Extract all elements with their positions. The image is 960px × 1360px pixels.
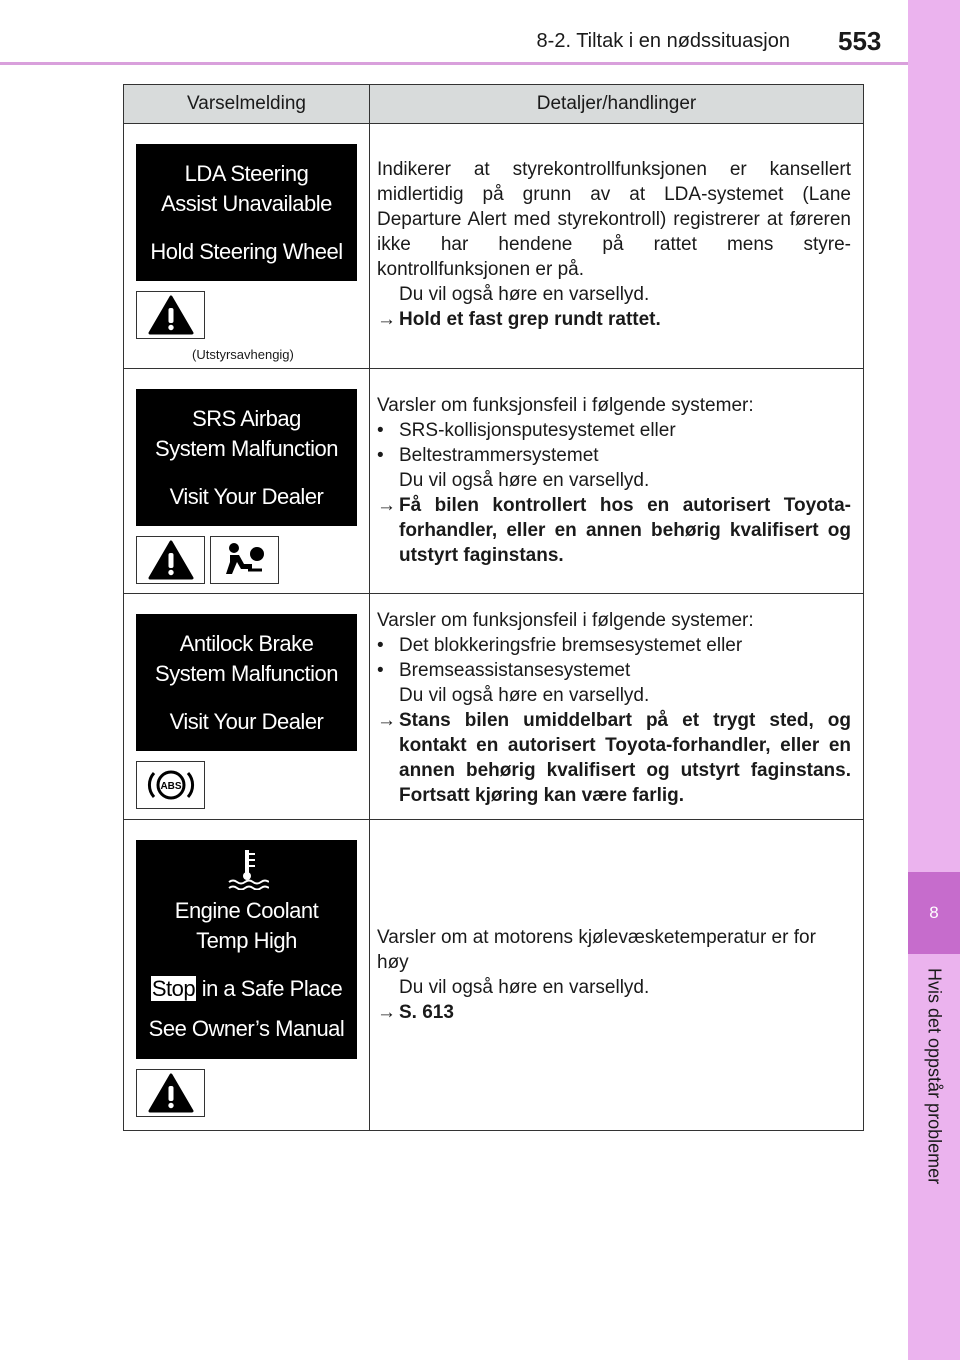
details-cell (370, 820, 864, 1131)
chapter-number: 8 (908, 872, 960, 954)
details-intro: Varsler om funksjonsfeil i følgende systemer: (377, 610, 754, 631)
details-intro: Varsler om funksjonsfeil i følgende systemer: (377, 395, 754, 416)
page-number: 553 (838, 26, 882, 56)
display-screen-lda (136, 144, 357, 281)
header-divider (0, 62, 908, 65)
airbag-icon (210, 536, 279, 584)
abs-icon-label: ABS (159, 781, 182, 792)
message-cell (124, 369, 370, 594)
table-row (124, 820, 864, 1131)
chapter-title: Hvis det oppstår problemer (924, 968, 945, 1185)
screen-line: Hold Steering Wheel (150, 238, 343, 264)
screen-line: Visit Your Dealer (169, 708, 324, 734)
screen-line: Engine Coolant (174, 898, 319, 923)
details-cell (370, 124, 864, 369)
table-header-row (124, 85, 864, 124)
action-instruction: → Stans bilen umiddelbart på et trygt sted, og kontakt en autorisert Toyota-forhandler, eller en annen behørig kvalifisert og utstyrt faginstans. Fortsatt kjøring kan være farlig. (377, 710, 851, 806)
sound-note: Du vil også høre en varsellyd. (399, 685, 650, 706)
warning-message-table (123, 84, 864, 1131)
display-screen-abs (136, 614, 357, 751)
details-cell (370, 594, 864, 820)
table-row (124, 594, 864, 820)
details-cell (370, 369, 864, 594)
list-item: • Det blokkeringsfrie bremsesystemet eller (377, 635, 743, 656)
table-row (124, 124, 864, 369)
stop-highlight: Stop (151, 976, 196, 1001)
details-intro: Indikerer at styrekontrollfunksjonen er kansellert midlertidig på grunn av at LDA-systemet (Lane Departure Alert med styrekontroll) registrerer at føreren ikke har hendene på rattet mens styre- kontrollfunksjonen er på. (377, 159, 851, 280)
message-cell (124, 594, 370, 820)
screen-line: Visit Your Dealer (169, 483, 324, 509)
sound-note: Du vil også høre en varsellyd. (399, 284, 650, 305)
sound-note: Du vil også høre en varsellyd. (399, 470, 650, 491)
screen-line: Antilock Brake (179, 630, 314, 656)
abs-icon (136, 761, 205, 809)
list-item: • SRS-kollisjonsputesystemet eller (377, 420, 676, 441)
display-screen-srs (136, 389, 357, 526)
equipment-note: (Utstyrsavhengig) (192, 347, 294, 362)
list-item: • Bremseassistansesystemet (377, 660, 631, 681)
coolant-temp-icon (136, 848, 357, 892)
screen-line: Temp High (196, 928, 297, 953)
warning-triangle-icon (136, 291, 205, 339)
warning-triangle-icon (136, 536, 205, 584)
table-row (124, 369, 864, 594)
sound-note: Du vil også høre en varsellyd. (399, 977, 650, 998)
warning-triangle-icon (136, 1069, 205, 1117)
message-cell (124, 124, 370, 369)
action-instruction: → Få bilen kontrollert hos en autorisert Toyota-forhandler, eller en annen behørig kvalifisert og utstyrt faginstans. (377, 495, 851, 566)
screen-line: LDA Steering (184, 160, 309, 186)
column-header-details: Detaljer/handlinger (370, 85, 864, 124)
screen-line: Stop in a Safe Place (151, 976, 343, 1001)
details-intro: Varsler om at motorens kjølevæsketemperatur er for høy (377, 927, 816, 973)
screen-line: See Owner’s Manual (148, 1016, 345, 1041)
screen-line: System Malfunction (155, 435, 338, 461)
list-item: • Beltestrammersystemet (377, 445, 599, 466)
message-cell (124, 820, 370, 1131)
page-reference: → S. 613 (377, 1002, 454, 1023)
screen-line: SRS Airbag (192, 405, 301, 431)
action-instruction: → Hold et fast grep rundt rattet. (377, 309, 661, 330)
screen-line: Assist Unavailable (161, 190, 332, 216)
section-title: 8-2. Tiltak i en nødssituasjon (536, 30, 790, 52)
screen-line: System Malfunction (155, 660, 338, 686)
column-header-message: Varselmelding (124, 85, 370, 124)
display-screen-coolant (136, 840, 357, 1059)
